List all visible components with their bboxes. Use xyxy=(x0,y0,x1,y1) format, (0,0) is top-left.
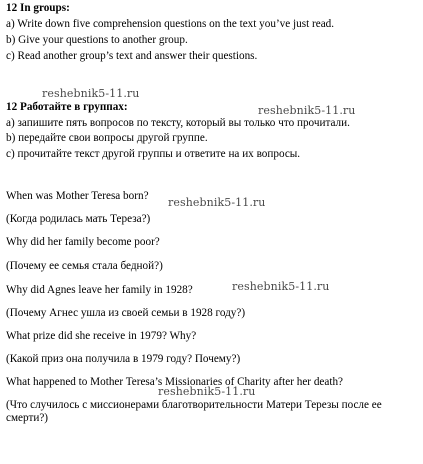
question-2-ru: (Почему ее семья стала бедной?) xyxy=(6,260,163,272)
question-2-en: Why did her family become poor? xyxy=(6,236,160,248)
russian-item-a: а) запишите пять вопросов по тексту, который вы только что прочитали. xyxy=(6,117,350,129)
russian-item-c: с) прочитайте текст другой группы и ответите на их вопросы. xyxy=(6,148,301,160)
watermark-5: reshebnik5-11.ru xyxy=(158,385,256,398)
watermark-4: reshebnik5-11.ru xyxy=(232,280,330,293)
english-item-b: b) Give your questions to another group. xyxy=(6,34,188,46)
question-5-en: What happened to Mother Teresa’s Missionaries of Charity after her death? xyxy=(6,376,344,388)
question-4-ru: (Какой приз она получила в 1979 году? Почему?) xyxy=(6,353,241,365)
russian-item-b: b) передайте свои вопросы другой группе. xyxy=(6,132,208,144)
watermark-2: reshebnik5-11.ru xyxy=(258,104,356,117)
question-1-en: When was Mother Teresa born? xyxy=(6,190,149,202)
english-title: 12 In groups: xyxy=(6,2,70,14)
english-item-c: c) Read another group’s text and answer their questions. xyxy=(6,50,258,62)
question-5-ru: (Что случилось с миссионерами благотворительности Матери Терезы после ее смерти?) xyxy=(6,399,382,424)
question-3-ru: (Почему Агнес ушла из своей семьи в 1928 году?) xyxy=(6,307,246,319)
question-1-ru: (Когда родилась мать Тереза?) xyxy=(6,213,151,225)
russian-title: 12 Работайте в группах: xyxy=(6,101,128,113)
question-3-en: Why did Agnes leave her family in 1928? xyxy=(6,284,193,296)
question-4-en: What prize did she receive in 1979? Why? xyxy=(6,330,197,342)
watermark-3: reshebnik5-11.ru xyxy=(168,196,266,209)
english-item-a: a) Write down five comprehension questions on the text you’ve just read. xyxy=(6,18,335,30)
watermark-1: reshebnik5-11.ru xyxy=(42,87,140,100)
